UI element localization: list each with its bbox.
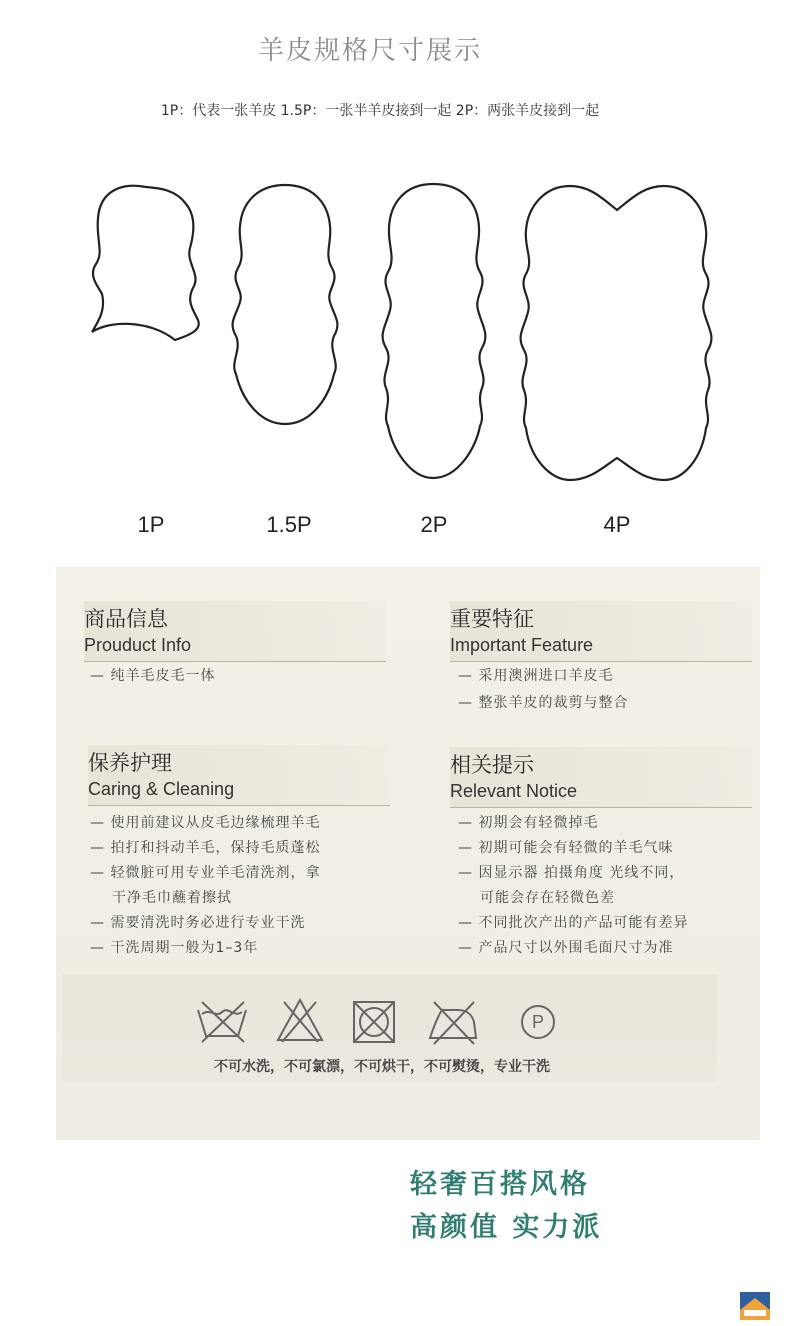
notice-heading: [450, 747, 752, 808]
info-panel: [56, 567, 760, 1140]
page-title: 羊皮规格尺寸展示: [257, 36, 482, 66]
size-label-4p: 4P: [603, 512, 631, 537]
important-feature-title-en: Important Feature: [450, 635, 594, 655]
care-icons: [190, 994, 580, 1050]
size-label-2p: 2P: [420, 512, 448, 537]
caring-list: [90, 811, 320, 961]
notice-list: [458, 811, 688, 961]
shape-1p: [92, 186, 199, 340]
list-item: — 初期可能会有轻微的羊毛气味: [458, 840, 674, 856]
slogan-line-2: 高颜值 实力派: [410, 1212, 603, 1243]
care-instructions-text: 不可水洗，不可氯漂，不可烘干，不可熨烫，专业干洗: [214, 1059, 550, 1075]
brand-logo: [740, 1292, 770, 1320]
product-info-title-en: Prouduct Info: [84, 635, 192, 655]
list-item: — 轻微脏可用专业羊毛清洗剂，拿: [90, 865, 321, 881]
list-item: — 产品尺寸以外围毛面尺寸为准: [458, 940, 674, 956]
shape-2p: [383, 184, 486, 478]
list-item: — 整张羊皮的裁剪与整合: [458, 695, 629, 711]
product-info-list: [90, 664, 215, 689]
product-info-heading: [84, 601, 386, 662]
caring-title-cn: 保养护理: [88, 751, 172, 775]
no-wash-icon: [198, 1002, 246, 1042]
list-item: — 初期会有轻微掉毛: [458, 815, 599, 831]
notice-title-en: Relevant Notice: [450, 781, 578, 801]
product-info-title-cn: 商品信息: [84, 607, 168, 631]
list-item: — 拍打和抖动羊毛，保持毛质蓬松: [90, 840, 321, 856]
list-item: — 需要清洗时务必进行专业干洗: [90, 915, 306, 931]
no-bleach-icon: [278, 1000, 322, 1042]
shape-1-5p: [233, 185, 338, 424]
list-item: — 不同批次产出的产品可能有差异: [458, 915, 689, 931]
care-symbols-strip: [62, 974, 717, 1082]
list-item: — 采用澳洲进口羊皮毛: [458, 668, 614, 684]
list-item: — 使用前建议从皮毛边缘梳理羊毛: [90, 815, 321, 831]
list-item: 可能会存在轻微色差: [480, 890, 615, 906]
list-item: — 干洗周期一般为1–3年: [90, 940, 259, 956]
important-feature-title-cn: 重要特征: [450, 607, 534, 631]
list-item: — 因显示器 拍摄角度 光线不同，: [458, 865, 685, 881]
size-legend: 1P：代表一张羊皮 1.5P：一张半羊皮接到一起 2P：两张羊皮接到一起: [160, 103, 600, 119]
caring-heading: [88, 745, 390, 806]
brand-logo-mark: [740, 1292, 770, 1320]
notice-title-cn: 相关提示: [450, 753, 534, 777]
size-label-1p: 1P: [137, 512, 165, 537]
list-item: — 纯羊毛皮毛一体: [90, 668, 216, 684]
size-label-1-5p: 1.5P: [266, 512, 312, 537]
dry-clean-p-letter: P: [531, 1012, 545, 1032]
shape-4p: [521, 186, 712, 480]
caring-title-en: Caring & Cleaning: [88, 779, 235, 799]
sheepskin-shapes: [0, 170, 790, 490]
important-feature-list: [458, 664, 628, 716]
slogan-line-1: 轻奢百搭风格: [410, 1169, 590, 1200]
important-feature-heading: [450, 601, 752, 662]
list-item: 干净毛巾蘸着擦拭: [112, 890, 232, 906]
no-iron-icon: [430, 1002, 476, 1044]
no-tumble-dry-icon: [354, 1002, 394, 1042]
